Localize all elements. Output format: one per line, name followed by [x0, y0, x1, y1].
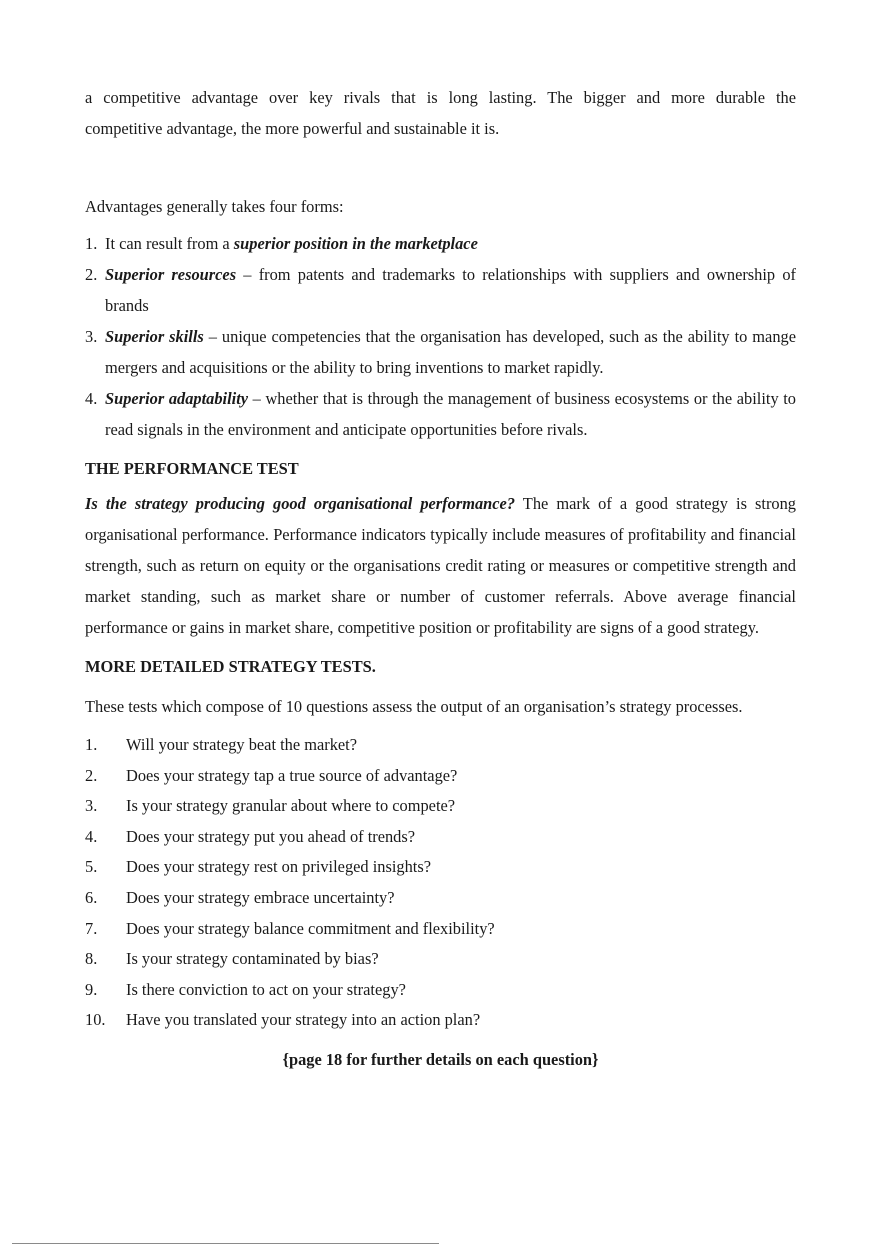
- list-item-number: 2.: [85, 265, 98, 284]
- detailed-intro: These tests which compose of 10 questions assess the output of an organisation’s strategy processes.: [85, 697, 743, 716]
- list-item: [85, 383, 796, 445]
- further-details-note: {page 18 for further details on each question}: [282, 1049, 599, 1069]
- list-item-text: It can result from a: [105, 234, 234, 253]
- list-item: [85, 944, 796, 975]
- performance-paragraph: [85, 488, 796, 643]
- spacer: [85, 144, 796, 191]
- advantage-forms-list: [85, 228, 796, 445]
- performance-heading: THE PERFORMANCE TEST: [85, 459, 299, 478]
- performance-body: The mark of a good strategy is strong organisational performance. Performance indicators typically include measures of profitability and financial strength, such as return on equity or the organisations credit rating or measures or competitive strength and market standing, such as market share or number of customer referrals. Above average financial performance or gains in market share, competitive position or profitability are signs of a good strategy.: [85, 494, 796, 637]
- forms-intro: Advantages generally takes four forms:: [85, 197, 344, 216]
- list-item-number: 2.: [85, 765, 98, 785]
- list-item-text: – from patents and trademarks to relationships with suppliers and ownership of brands: [105, 265, 796, 315]
- list-item-text: Is there conviction to act on your strategy?: [126, 979, 406, 999]
- list-item: [85, 321, 796, 383]
- list-item: [85, 975, 796, 1006]
- list-item: [85, 730, 796, 761]
- footnote-divider: [12, 1243, 439, 1244]
- list-item: [85, 259, 796, 321]
- list-item: [85, 761, 796, 792]
- intro-line-1: a competitive advantage over key rivals that is long lasting. The bigger and more durable the: [85, 88, 796, 107]
- list-item: [85, 883, 796, 914]
- list-item-text: – whether that is through the management of business ecosystems or the ability to read signals in the environment and anticipate opportunities before rivals.: [105, 389, 797, 439]
- list-item-text: Does your strategy tap a true source of advantage?: [126, 765, 458, 785]
- list-item-text: Will your strategy beat the market?: [126, 735, 357, 754]
- strategy-questions-list: [85, 730, 796, 1036]
- list-item-emphasis: superior position in the marketplace: [233, 234, 478, 253]
- list-item: [85, 822, 796, 853]
- list-item-text: Does your strategy put you ahead of trends?: [126, 826, 416, 846]
- list-item-emphasis: Superior resources: [105, 265, 237, 284]
- intro-line-2: competitive advantage, the more powerful and sustainable it is.: [85, 119, 500, 138]
- list-item-emphasis: Superior skills: [105, 327, 204, 346]
- list-item-number: 9.: [85, 979, 98, 999]
- list-item: [85, 228, 796, 259]
- list-item-text: Have you translated your strategy into an action plan?: [126, 1010, 481, 1030]
- list-item: [85, 914, 796, 945]
- list-item-number: 6.: [85, 887, 98, 907]
- list-item-number: 4.: [85, 389, 98, 408]
- list-item-number: 10.: [85, 1010, 106, 1030]
- list-item-number: 1.: [85, 234, 98, 253]
- list-item-text: Is your strategy granular about where to compete?: [126, 796, 456, 816]
- list-item-text: Is your strategy contaminated by bias?: [126, 949, 379, 969]
- list-item-text: – unique competencies that the organisation has developed, such as the ability to mange mergers and acquisitions or the ability to bring inventions to market rapidly.: [105, 327, 797, 377]
- list-item-number: 7.: [85, 918, 98, 938]
- list-item-number: 1.: [85, 735, 98, 754]
- list-item-text: Does your strategy balance commitment and flexibility?: [126, 918, 495, 938]
- document-page: [85, 82, 796, 1075]
- list-item-emphasis: Superior adaptability: [105, 389, 249, 408]
- list-item-text: Does your strategy embrace uncertainty?: [126, 887, 395, 907]
- list-item: [85, 1005, 796, 1036]
- list-item-number: 3.: [85, 796, 98, 816]
- list-item: [85, 791, 796, 822]
- list-item-number: 3.: [85, 327, 98, 346]
- list-item-number: 5.: [85, 857, 98, 877]
- list-item-number: 8.: [85, 949, 98, 969]
- list-item-number: 4.: [85, 826, 98, 846]
- detailed-heading: MORE DETAILED STRATEGY TESTS.: [85, 657, 376, 676]
- performance-question: Is the strategy producing good organisational performance?: [85, 494, 516, 513]
- list-item: [85, 852, 796, 883]
- list-item-text: Does your strategy rest on privileged insights?: [126, 857, 431, 877]
